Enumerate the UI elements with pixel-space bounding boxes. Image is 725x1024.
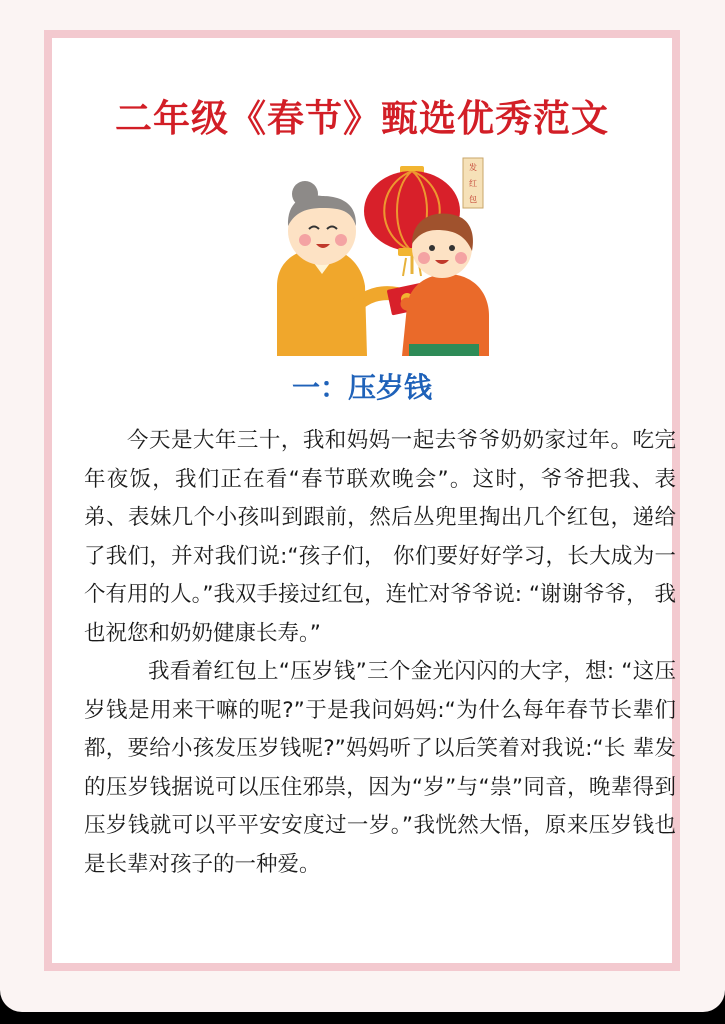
sign-char-2: 红 <box>469 179 477 188</box>
grandma-giving-red-envelope-illustration <box>267 156 497 356</box>
section-title: 一：压岁钱 <box>291 371 432 404</box>
page-title: 二年级《春节》甄选优秀范文 <box>115 97 609 140</box>
document-frame <box>44 30 680 971</box>
sign-char-3: 包 <box>469 195 477 204</box>
paragraph-2: 我看着红包上“压岁钱”三个金光闪闪的大字，想: “这压岁钱是用来干嘛的呢?”于是我问妈妈:“为什么每年春节长辈们都，要给小孩发压岁钱呢?”妈妈听了以后笑着对我说:“长 辈发的压岁钱据说可以压住邪祟，因为“岁”与“祟”同音，晚辈得到压岁钱就可以平平安安度过一岁。”我恍然大悟，原来压岁钱也是长辈对孩子的一种爱。 <box>84 659 676 877</box>
sign-char-1: 发 <box>469 163 477 172</box>
paragraph-1: 今天是大年三十，我和妈妈一起去爷爷奶奶家过年。吃完年夜饭，我们正在看“春节联欢晚会”。这时，爷爷把我、表弟、表妹几个小孩叫到跟前，然后丛兜里掏出几个红包，递给了我们，并对我们说:“孩子们， 你们要好好学习，长大成为一个有用的人。”我双手接过红包，连忙对爷爷说: “谢谢爷爷， 我也祝您和奶奶健康长寿。” <box>84 428 676 646</box>
essay-body <box>84 422 676 884</box>
